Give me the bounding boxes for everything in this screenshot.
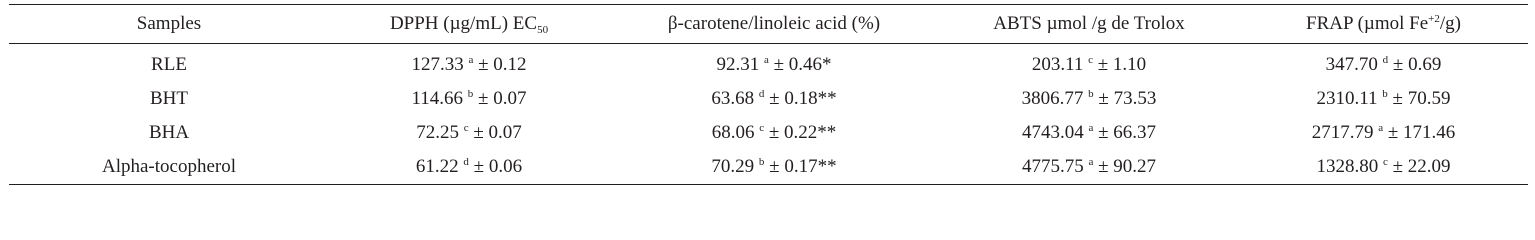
header-dpph-text: DPPH (µg/mL) EC <box>389 13 538 34</box>
cell-error: ± 0.17** <box>769 156 837 177</box>
cell-value: 2717.79 <box>1311 122 1374 143</box>
cell-frap <box>1239 44 1528 83</box>
cell-significance-letter: c <box>1088 54 1093 66</box>
table-row <box>9 150 1528 185</box>
cell-abts <box>939 150 1239 185</box>
cell-significance-letter: b <box>1088 88 1094 100</box>
cell-error: ± 0.07 <box>478 88 527 109</box>
cell-significance-letter: c <box>1382 156 1388 168</box>
cell-dpph <box>329 150 609 185</box>
cell-value: 4743.04 <box>1021 122 1084 143</box>
cell-beta <box>609 82 939 116</box>
cell-value: 72.25 <box>416 122 459 143</box>
cell-value: 127.33 <box>411 54 464 75</box>
cell-significance-letter: c <box>759 122 765 134</box>
cell-sample: Alpha-tocopherol <box>101 156 236 177</box>
cell-dpph <box>329 44 609 83</box>
cell-error: ± 0.69 <box>1392 54 1442 75</box>
cell-dpph <box>329 82 609 116</box>
header-frap <box>1239 5 1528 44</box>
header-dpph <box>329 5 609 44</box>
cell-beta <box>609 44 939 83</box>
header-frap-text-after: /g) <box>1439 13 1461 34</box>
cell-sample: BHA <box>148 122 190 143</box>
cell-error: ± 171.46 <box>1387 122 1456 143</box>
cell-error: ± 22.09 <box>1392 156 1451 177</box>
cell-significance-letter: a <box>468 54 474 66</box>
cell-error: ± 0.18** <box>769 88 837 109</box>
cell-significance-letter: d <box>1382 54 1389 66</box>
table-row <box>9 82 1528 116</box>
cell-error: ± 0.07 <box>473 122 522 143</box>
header-samples: Samples <box>136 13 202 34</box>
cell-error: ± 66.37 <box>1098 122 1157 143</box>
cell-value: 203.11 <box>1031 54 1084 75</box>
antioxidant-activity-table <box>9 4 1528 185</box>
cell-significance-letter: b <box>758 156 765 168</box>
cell-significance-letter: a <box>763 54 769 66</box>
cell-significance-letter: c <box>463 122 469 134</box>
cell-value: 63.68 <box>711 88 755 109</box>
cell-error: ± 70.59 <box>1392 88 1451 109</box>
cell-error: ± 0.06 <box>473 156 523 177</box>
header-frap-text-before: FRAP (µmol Fe <box>1306 13 1429 34</box>
header-dpph-subscript: 50 <box>537 24 549 36</box>
cell-error: ± 1.10 <box>1097 54 1147 75</box>
cell-error: ± 0.12 <box>478 54 527 75</box>
cell-frap <box>1239 116 1528 150</box>
cell-sample: RLE <box>151 54 187 75</box>
cell-error: ± 90.27 <box>1098 156 1157 177</box>
cell-significance-letter: d <box>758 88 765 100</box>
cell-value: 92.31 <box>716 54 760 75</box>
cell-beta <box>609 116 939 150</box>
cell-significance-letter: a <box>1378 122 1384 134</box>
table-header <box>9 5 1528 44</box>
cell-abts <box>939 82 1239 116</box>
cell-significance-letter: b <box>1382 88 1388 100</box>
cell-value: 2310.11 <box>1316 88 1378 109</box>
cell-value: 1328.80 <box>1316 156 1379 177</box>
cell-value: 4775.75 <box>1021 156 1084 177</box>
cell-abts <box>939 116 1239 150</box>
cell-sample: BHT <box>150 88 188 109</box>
cell-significance-letter: b <box>467 88 474 100</box>
header-beta-carotene: β-carotene/linoleic acid (%) <box>667 13 881 34</box>
cell-abts <box>939 44 1239 83</box>
cell-error: ± 0.46* <box>773 54 832 75</box>
cell-frap <box>1239 150 1528 185</box>
cell-value: 114.66 <box>411 88 464 109</box>
header-frap-superscript: +2 <box>1428 13 1440 25</box>
cell-error: ± 73.53 <box>1098 88 1157 109</box>
cell-value: 3806.77 <box>1021 88 1084 109</box>
table-row <box>9 116 1528 150</box>
cell-significance-letter: a <box>1088 156 1094 168</box>
header-abts: ABTS µmol /g de Trolox <box>993 13 1185 34</box>
table-body <box>9 44 1528 185</box>
cell-significance-letter: d <box>463 156 469 168</box>
cell-value: 61.22 <box>415 156 459 177</box>
cell-frap <box>1239 82 1528 116</box>
cell-value: 347.70 <box>1325 54 1378 75</box>
cell-dpph <box>329 116 609 150</box>
cell-beta <box>609 150 939 185</box>
cell-value: 70.29 <box>711 156 755 177</box>
cell-error: ± 0.22** <box>768 122 837 143</box>
cell-value: 68.06 <box>711 122 755 143</box>
header-row <box>9 5 1528 44</box>
cell-significance-letter: a <box>1088 122 1094 134</box>
table-row <box>9 44 1528 83</box>
